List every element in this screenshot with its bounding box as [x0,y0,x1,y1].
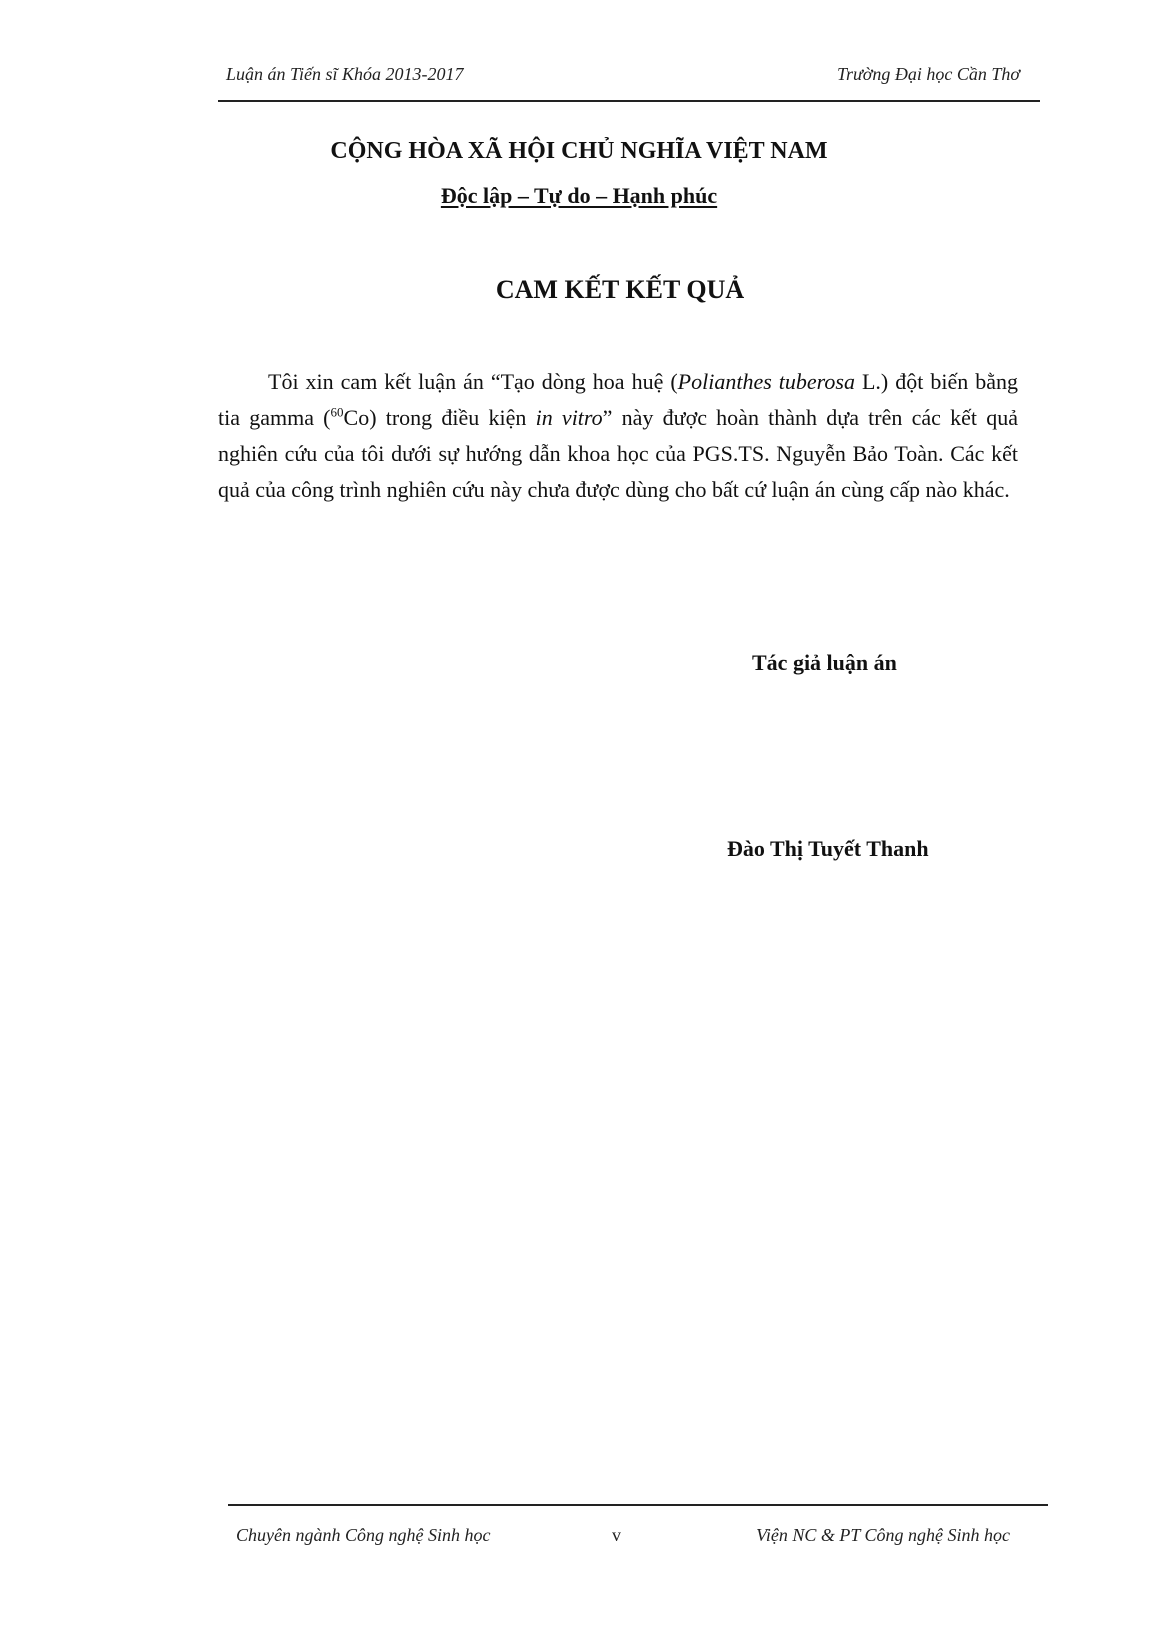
page-footer [228,1525,1048,1555]
nation-motto [0,183,1158,209]
header-divider [218,100,1040,102]
author-name: Đào Thị Tuyết Thanh [727,836,929,861]
page-header [218,64,1038,104]
header-thesis-label: Luận án Tiến sĩ Khóa 2013-2017 [226,64,464,84]
signature-label: Tác giả luận án [752,650,897,675]
footer-major-label: Chuyên ngành Công nghệ Sinh học [236,1525,491,1545]
commitment-paragraph [218,364,1018,508]
body-text-part-2: L.) đột biến bằng tia gamma ( [218,369,1018,430]
in-vitro-term: in vitro [535,405,603,430]
isotope-mass: 60 [330,404,344,420]
footer-institute-label: Viện NC & PT Công nghệ Sinh học [756,1525,1010,1545]
body-text-part-4: ” này được hoàn thành dựa trên các kết quả nghiên cứu của tôi dưới sự hướng dẫn khoa học của PGS.TS. Nguyễn Bảo Toàn. Các kết quả của công trình nghiên cứu này chưa được dùng cho bất cứ luận án cùng cấp nào khác. [218,405,1018,502]
header-university-label: Trường Đại học Cần Thơ [836,64,1020,84]
nation-motto-text: Độc lập – Tự do – Hạnh phúc [440,183,718,208]
document-title: CAM KẾT KẾT QUẢ [495,275,745,304]
body-text-part-3: Co) trong điều kiện [343,405,536,430]
page-number: v [612,1525,621,1545]
nation-title: CỘNG HÒA XÃ HỘI CHỦ NGHĨA VIỆT NAM [330,138,828,164]
body-text-part-1: Tôi xin cam kết luận án “Tạo dòng hoa huệ ( [268,369,678,394]
species-name: Polianthes tuberosa [677,369,855,394]
footer-divider [228,1504,1048,1506]
